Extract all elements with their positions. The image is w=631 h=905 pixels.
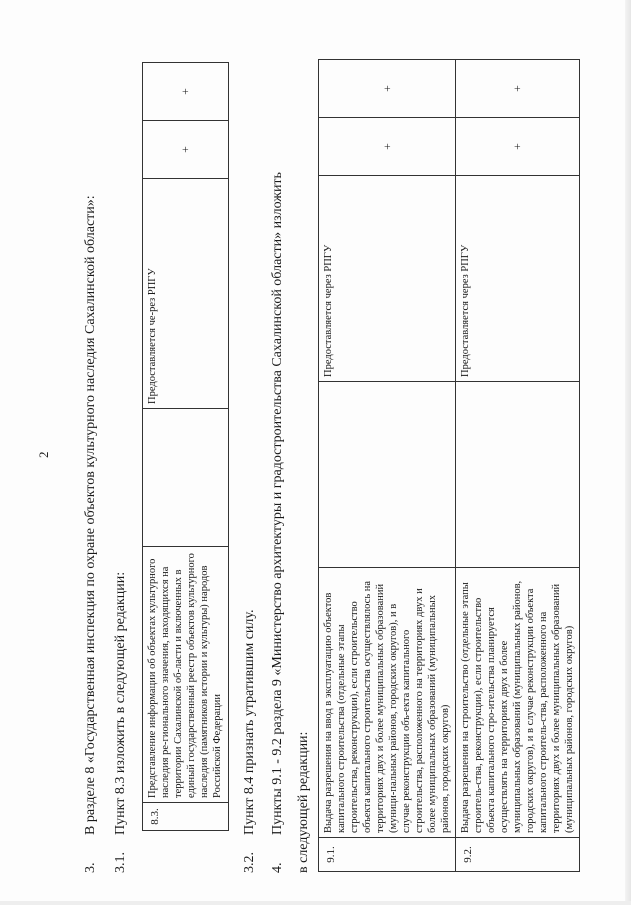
page-number: 2 — [36, 451, 51, 458]
row-number: 9.2. — [456, 838, 580, 872]
row-plus-2: + — [456, 60, 580, 118]
row-method: Предоставляется через РПГУ — [456, 176, 580, 382]
table-row — [319, 60, 456, 872]
row-plus-1: + — [456, 118, 580, 176]
item-4-text-continued: в следующей редакции: — [296, 731, 311, 873]
table-section-8 — [142, 62, 229, 831]
row-description: Выдача разрешения на строительство (отдельные этапы строитель-ства, реконструкции), если строительство объекта капитального стро-ительства планируется осуществлять на территориях двух и более муниципальных образований (муниципальных районов, городских округов), и в случае реконструкции объекта капитального строитель-ства, расположенного на территориях двух и более муниципальных образований (муниципальных районов, городских округов) — [456, 568, 580, 838]
row-description: Выдача разрешения на ввод в эксплуатацию объектов капитального строительства (отдельные этапы строительства, реконструкции), если строительство объекта капитального строительства осуществлялось на территориях двух и более муниципальных образований (муници-пальных районов, городских округов), и в случае реконструкции объ-екта капитального строительства, расположенного на территориях двух и более муниципальных образований (муниципальных районов, городских округов) — [319, 568, 456, 838]
item-3-1-text: Пункт 8.3 изложить в следующей редакции: — [113, 571, 128, 835]
item-3-2-text: Пункт 8.4 признать утратившим силу. — [242, 609, 257, 835]
item-3-number: 3. — [83, 862, 98, 873]
item-3-1-number: 3.1. — [113, 852, 128, 873]
row-plus-1: + — [319, 118, 456, 176]
scan-edge-shadow — [625, 0, 631, 905]
row-number: 8.3. — [143, 803, 229, 831]
row-plus-2: + — [319, 60, 456, 118]
row-plus-1: + — [143, 121, 229, 179]
item-4-text: Пункты 9.1 - 9.2 раздела 9 «Министерство архитектуры и градостроительства Сахалинской области» изложить — [270, 172, 285, 835]
item-3-2-number: 3.2. — [242, 852, 257, 873]
table-row — [456, 60, 580, 872]
row-method: Предоставляется че-рез РПГУ — [143, 179, 229, 409]
row-empty-cell — [143, 409, 229, 547]
row-empty-cell — [319, 382, 456, 568]
scan-bottom-edge — [0, 901, 631, 905]
row-description: Представление информации об объектах культурного наследия ре-гионального значения, находящихся на территории Сахалинской об-ласти и включенных в единый государственный реестр объектов культурного наследия (памятников истории и культуры) народов Российской Федерации — [143, 547, 229, 803]
row-method: Предоставляется через РПГУ — [319, 176, 456, 382]
item-4-number: 4. — [270, 862, 285, 873]
table-row — [143, 63, 229, 831]
row-empty-cell — [456, 382, 580, 568]
row-number: 9.1. — [319, 838, 456, 872]
item-3-text: В разделе 8 «Государственная инспекция по охране объектов культурного наследия Сахалинской области»: — [83, 195, 98, 835]
table-section-9 — [318, 59, 580, 872]
row-plus-2: + — [143, 63, 229, 121]
